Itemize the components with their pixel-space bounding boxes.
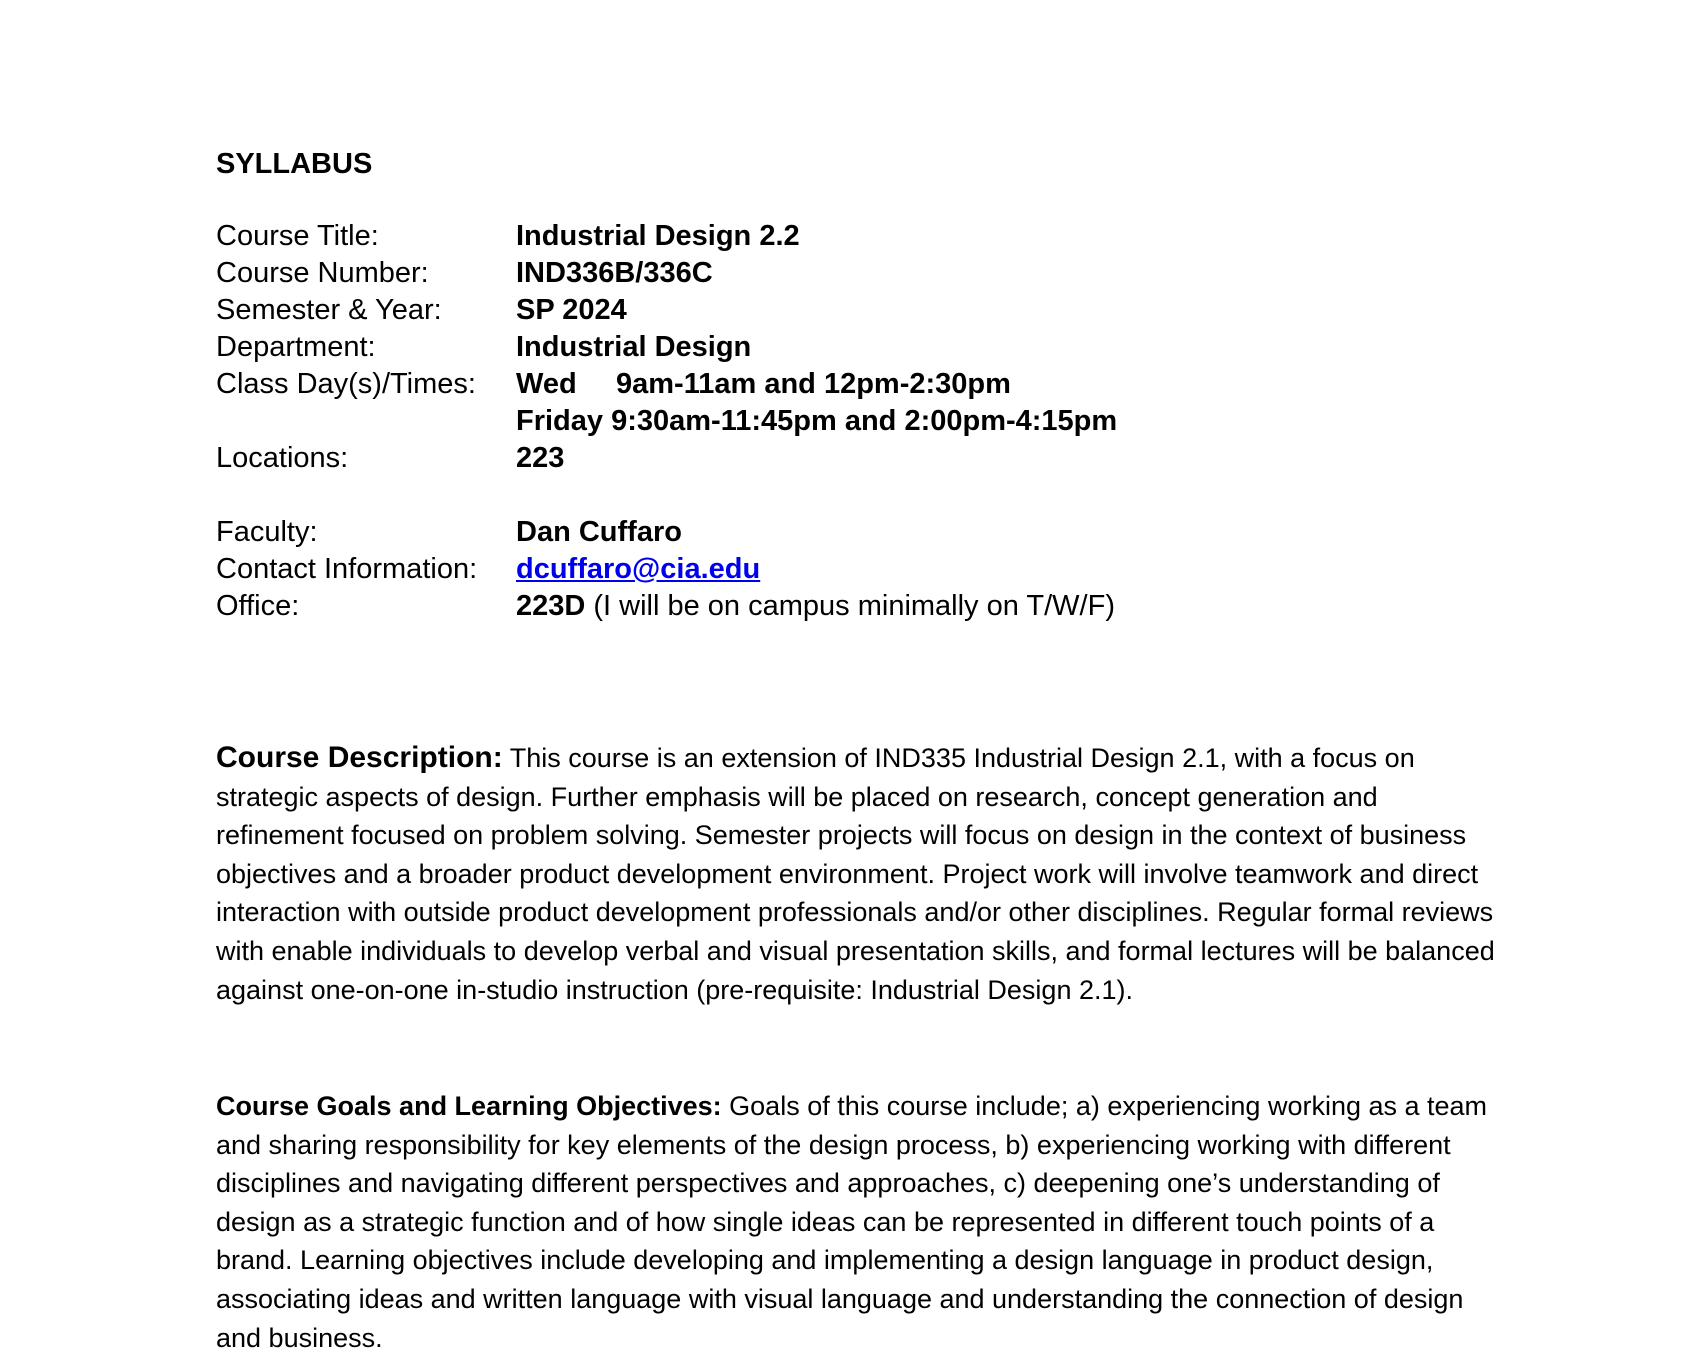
office-row [216, 588, 1516, 625]
contact-label: Contact Information: [216, 553, 478, 585]
locations-value: 223 [516, 442, 565, 474]
semester-year-value: SP 2024 [516, 294, 627, 326]
class-times-row [216, 366, 1516, 403]
semester-year-label: Semester & Year: [216, 294, 442, 326]
office-note: (I will be on campus minimally on T/W/F) [593, 590, 1115, 622]
office-room: 223D [516, 590, 586, 622]
contact-email-link[interactable]: dcuffaro@cia.edu [516, 553, 761, 585]
class-times-value-wed [516, 366, 1011, 403]
course-description-title: Course Description: [216, 741, 503, 774]
course-goals-title: Course Goals and Learning Objectives: [216, 1091, 722, 1121]
course-number-row [216, 255, 1516, 292]
class-times-row-friday [216, 403, 1516, 440]
course-title-value: Industrial Design 2.2 [516, 220, 800, 252]
department-label: Department: [216, 331, 376, 363]
department-value: Industrial Design [516, 331, 752, 363]
class-time-wed: 9am-11am and 12pm-2:30pm [616, 368, 1011, 400]
course-description-body: This course is an extension of IND335 Industrial Design 2.1, with a focus on strategic aspects of design. Further emphasis will be placed on research, concept generation and refinement focused on problem solving. Semester projects will focus on design in the context of business objectives and a broader product development environment. Project work will involve teamwork and direct interaction with outside product development professionals and/or other disciplines. Regular formal reviews with enable individuals to develop verbal and visual presentation skills, and formal lectures will be balanced against one-on-one in-studio instruction (pre-requisite: Industrial Design 2.1). [216, 743, 1495, 1005]
faculty-value: Dan Cuffaro [516, 516, 682, 548]
semester-year-row [216, 292, 1516, 329]
office-label: Office: [216, 590, 300, 622]
class-day-wed: Wed [516, 368, 577, 400]
course-description-paragraph [216, 739, 1496, 1009]
contact-row [216, 551, 1516, 588]
course-goals-paragraph [216, 1087, 1496, 1357]
office-value [516, 588, 1115, 625]
course-goals-body: Goals of this course include; a) experiencing working as a team and sharing responsibility for key elements of the design process, b) experiencing working with different disciplines and navigating different perspectives and approaches, c) deepening one’s understanding of design as a strategic function and of how single ideas can be represented in different touch points of a brand. Learning objectives include developing and implementing a design language in product design, associating ideas and written language with visual language and understanding the connection of design and business. [216, 1091, 1488, 1353]
page-title: SYLLABUS [216, 148, 373, 180]
locations-row [216, 440, 1516, 477]
class-times-label: Class Day(s)/Times: [216, 368, 476, 400]
faculty-label: Faculty: [216, 516, 318, 548]
department-row [216, 329, 1516, 366]
course-number-value: IND336B/336C [516, 257, 713, 289]
faculty-row [216, 514, 1516, 551]
course-title-row [216, 218, 1516, 255]
class-times-value-friday: Friday 9:30am-11:45pm and 2:00pm-4:15pm [516, 405, 1118, 437]
locations-label: Locations: [216, 442, 349, 474]
course-title-label: Course Title: [216, 220, 379, 252]
contact-value [516, 551, 760, 588]
course-number-label: Course Number: [216, 257, 429, 289]
